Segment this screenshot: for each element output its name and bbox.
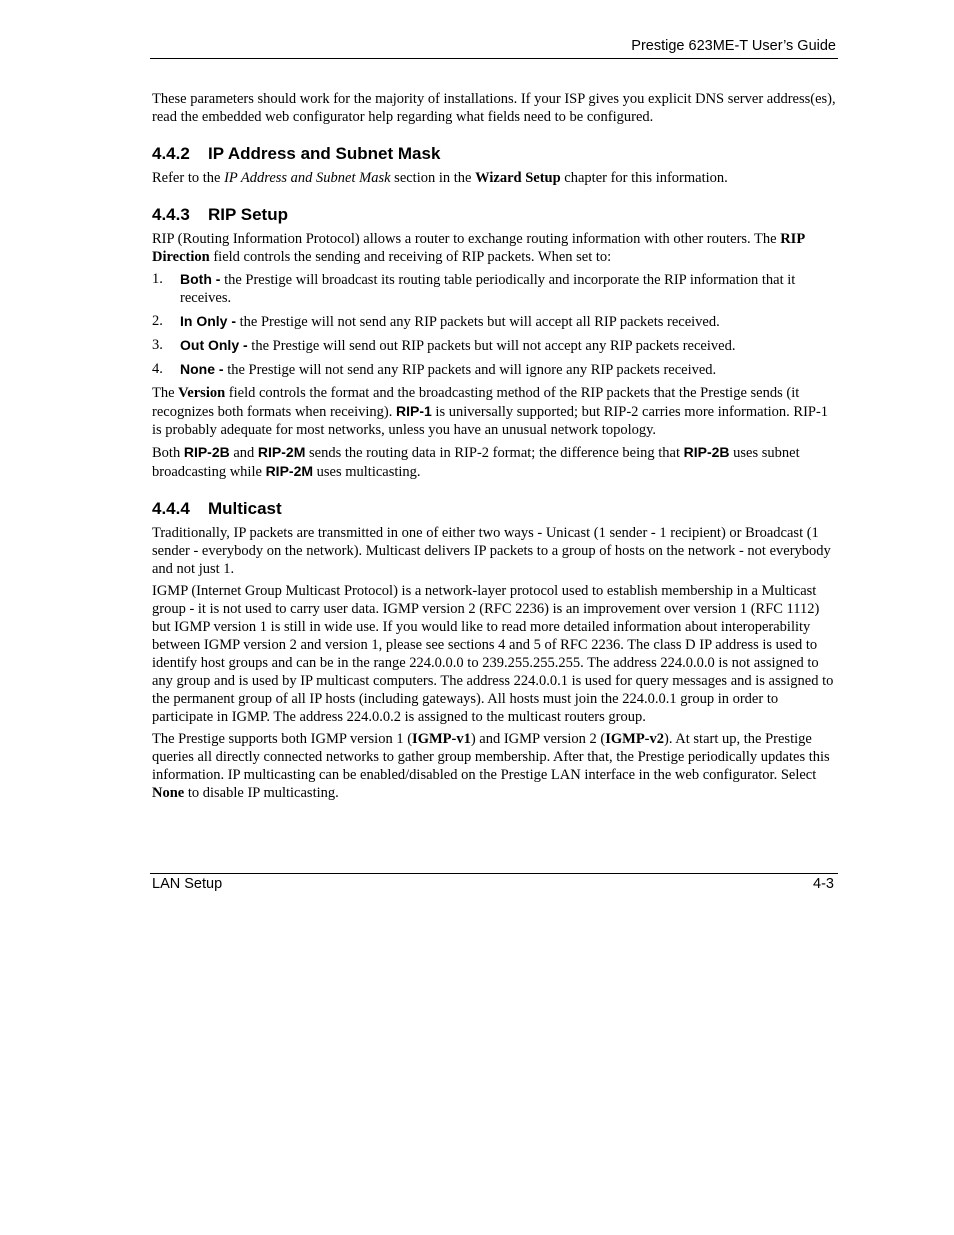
- text-run: field controls the format and the broadcasting method of the RIP packets that the Prestige sends (it recognizes both formats when receiving).: [152, 385, 800, 420]
- text-run: to disable IP multicasting.: [184, 785, 339, 801]
- list-item: [152, 270, 836, 307]
- list-term: Out Only -: [180, 337, 248, 353]
- section-number: 4.4.2: [152, 144, 190, 163]
- text-run: chapter for this information.: [560, 170, 728, 186]
- bold-term: IGMP-v1: [412, 731, 471, 747]
- page-content: [152, 90, 836, 806]
- section-4-4-3-heading: [152, 205, 836, 225]
- section-number: 4.4.4: [152, 499, 190, 518]
- bold-reference: Wizard Setup: [475, 170, 561, 186]
- rip-intro-paragraph: [152, 230, 836, 266]
- section-title: Multicast: [208, 499, 282, 518]
- list-item: [152, 336, 836, 355]
- section-title: IP Address and Subnet Mask: [208, 144, 441, 163]
- list-text: the Prestige will send out RIP packets but will not accept any RIP packets received.: [247, 338, 736, 354]
- bold-term: RIP Direction: [152, 231, 805, 265]
- bold-term: RIP-2M: [265, 463, 314, 479]
- bold-term: RIP-2M: [257, 444, 306, 460]
- footer-rule: [150, 873, 838, 874]
- bold-term: None: [152, 785, 185, 801]
- section-title: RIP Setup: [208, 205, 288, 224]
- list-item: [152, 312, 836, 331]
- footer-chapter: LAN Setup: [152, 876, 223, 892]
- intro-paragraph: These parameters should work for the majority of installations. If your ISP gives you explicit DNS server address(es), read the embedded web configurator help regarding what fields need to be configured.: [152, 91, 836, 125]
- list-term: Both -: [180, 271, 221, 287]
- header-rule: [150, 58, 838, 59]
- list-marker: 3.: [152, 337, 163, 353]
- rip-version-paragraph: [152, 384, 836, 439]
- text-run: section in the: [390, 170, 476, 186]
- text-run: uses multicasting.: [313, 464, 421, 480]
- bold-term: Version: [178, 385, 226, 401]
- section-number: 4.4.3: [152, 205, 190, 224]
- rip-2-paragraph: [152, 443, 836, 481]
- footer-page-number: 4-3: [813, 876, 834, 892]
- multicast-paragraph-3: [152, 730, 836, 802]
- text-run: Both: [152, 445, 184, 461]
- text-run: field controls the sending and receiving of RIP packets. When set to:: [209, 249, 612, 265]
- rip-direction-list: [152, 270, 836, 379]
- multicast-paragraph-1: Traditionally, IP packets are transmitted in one of either two ways - Unicast (1 sender - 1 recipient) or Broadcast (1 sender - everybody on the network). Multicast delivers IP packets to a group of hosts on the network - not everybody and not just 1.: [152, 525, 831, 577]
- list-term: In Only -: [180, 313, 236, 329]
- text-run: The Prestige supports both IGMP version 1 (: [152, 731, 413, 747]
- list-text: the Prestige will not send any RIP packets and will ignore any RIP packets received.: [223, 362, 717, 378]
- text-run: RIP (Routing Information Protocol) allows a router to exchange routing information with other routers. The: [152, 231, 781, 247]
- text-run: ). At start up, the Prestige queries all directly connected networks to gather group membership. After that, the Prestige periodically updates this information. IP multicasting can be enabled/disabled on the Prestige LAN interface in the web configurator. Select: [152, 731, 830, 783]
- text-run: uses subnet broadcasting while: [152, 445, 800, 480]
- list-text: the Prestige will not send any RIP packets but will accept all RIP packets received.: [236, 314, 720, 330]
- multicast-paragraph-2: IGMP (Internet Group Multicast Protocol) is a network-layer protocol used to establish membership in a Multicast group - it is not used to carry user data. IGMP version 2 (RFC 2236) is an improvement over version 1 (RFC 1112) but IGMP version 1 is still in wide use. If you would like to read more detailed information about interoperability between IGMP version 2 and version 1, please see sections 4 and 5 of RFC 2236. The class D IP address is used to identify host groups and can be in the range 224.0.0.0 to 239.255.255.255. The address 224.0.0.0 is not assigned to any group and is used by IP multicast computers. The address 224.0.0.1 is used for query messages and is assigned to the permanent group of all IP hosts (including gateways). All hosts must join the 224.0.0.1 group in order to participate in IGMP. The address 224.0.0.2 is assigned to the multicast routers group.: [152, 583, 834, 725]
- text-run: ) and IGMP version 2 (: [470, 731, 606, 747]
- running-header-title: Prestige 623ME-T User’s Guide: [631, 38, 836, 54]
- list-text: the Prestige will broadcast its routing table periodically and incorporate the RIP information that it receives.: [180, 272, 796, 306]
- italic-reference: IP Address and Subnet Mask: [224, 170, 391, 186]
- list-term: None -: [180, 361, 224, 377]
- bold-term: IGMP-v2: [605, 731, 665, 747]
- bold-term: RIP-2B: [683, 444, 730, 460]
- text-run: is universally supported; but RIP-2 carries more information. RIP-1 is probably adequate for most networks, unless you have an unusual network topology.: [152, 404, 829, 438]
- bold-term: RIP-2B: [183, 444, 230, 460]
- list-marker: 1.: [152, 271, 163, 287]
- text-run: sends the routing data in RIP-2 format; the difference being that: [305, 445, 684, 461]
- list-item: [152, 360, 836, 379]
- text-run: Refer to the: [152, 170, 225, 186]
- section-4-4-4-heading: [152, 499, 836, 519]
- bold-term: RIP-1: [396, 403, 432, 419]
- text-run: and: [229, 445, 258, 461]
- section-4-4-2-heading: [152, 144, 836, 164]
- list-marker: 2.: [152, 313, 163, 329]
- text-run: The: [152, 385, 179, 401]
- section-4-4-2-paragraph: [152, 169, 836, 187]
- list-marker: 4.: [152, 361, 163, 377]
